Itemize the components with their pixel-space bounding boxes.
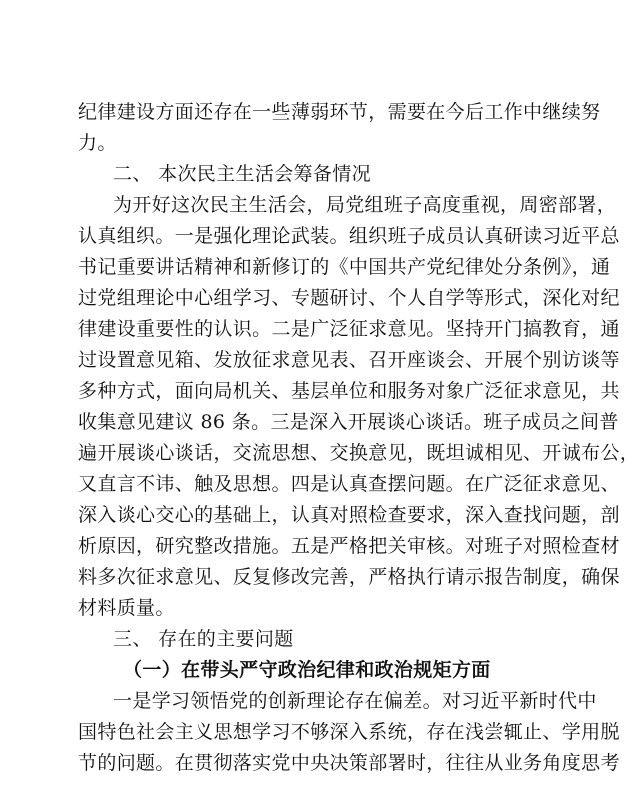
paragraph-line: 为开好这次民主生活会，局党组班子高度重视，周密部署， — [113, 194, 617, 216]
paragraph-line: 力。 — [78, 132, 117, 154]
section-heading-3: 三、 存在的主要问题 — [113, 628, 294, 650]
paragraph-line: 国特色社会主义思想学习不够深入系统，存在浅尝辄止、学用脱 — [78, 721, 620, 743]
sub-heading-1: （一）在带头严守政治纪律和政治规矩方面 — [123, 659, 491, 681]
paragraph-line: 过党组理论中心组学习、专题研讨、个人自学等形式，深化对纪 — [78, 287, 620, 309]
paragraph-line: 多种方式，面向局机关、基层单位和服务对象广泛征求意见，共 — [78, 380, 620, 402]
paragraph-line: 料多次征求意见、反复修改完善，严格执行请示报告制度，确保 — [78, 566, 620, 588]
paragraph-line: 析原因，研究整改措施。五是严格把关审核。对班子对照检查材 — [78, 535, 620, 557]
paragraph-line: 收集意见建议 86 条。三是深入开展谈心谈话。班子成员之间普 — [78, 411, 619, 433]
paragraph-line: 一是学习领悟党的创新理论存在偏差。对习近平新时代中 — [113, 690, 597, 712]
paragraph-line: 认真组织。一是强化理论武装。组织班子成员认真研读习近平总 — [78, 225, 620, 247]
section-heading-2: 二、 本次民主生活会筹备情况 — [113, 163, 371, 185]
paragraph-line: 深入谈心交心的基础上，认真对照检查要求，深入查找问题，剖 — [78, 504, 620, 526]
paragraph-line: 遍开展谈心谈话，交流思想、交换意见，既坦诚相见、开诚布公， — [78, 442, 639, 464]
paragraph-line: 又直言不讳、触及思想。四是认真查摆问题。在广泛征求意见、 — [78, 473, 620, 495]
paragraph-line: 节的问题。在贯彻落实党中央决策部署时，往往从业务角度思考 — [78, 752, 620, 774]
paragraph-line: 书记重要讲话精神和新修订的《中国共产党纪律处分条例》，通 — [78, 256, 611, 278]
paragraph-line: 律建设重要性的认识。二是广泛征求意见。坚持开门搞教育，通 — [78, 318, 620, 340]
paragraph-line: 材料质量。 — [78, 597, 175, 619]
paragraph-line: 纪律建设方面还存在一些薄弱环节，需要在今后工作中继续努 — [78, 101, 601, 123]
paragraph-line: 过设置意见箱、发放征求意见表、召开座谈会、开展个别访谈等 — [78, 349, 620, 371]
